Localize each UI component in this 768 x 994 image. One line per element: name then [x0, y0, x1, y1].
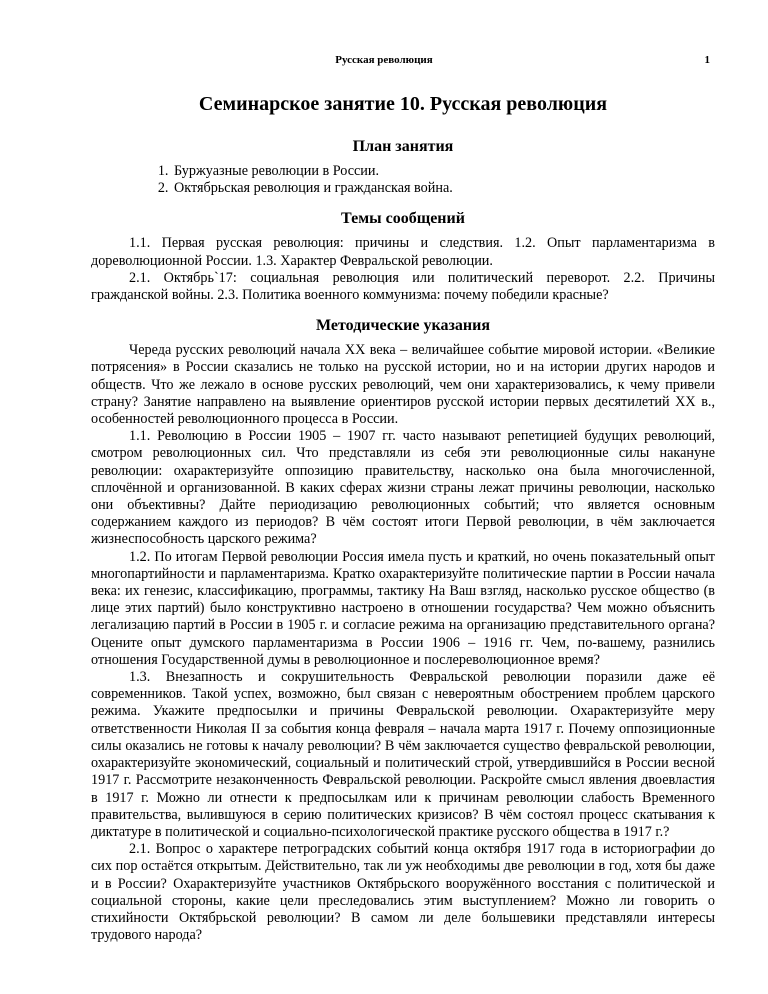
guidelines-paragraph: 1.1. Революцию в России 1905 – 1907 гг. часто называют репетицией будущих революций, смотром революционных сил. Что представляли из себя эти революционные силы накануне революции: охарактеризуйте оппозицию правительству, насколько она была многочисленной, сплочённой и организованной. В каких сферах жизни страны лежат причины революции, насколько они объективны? Дайте периодизацию революционных событий; что является основным содержанием каждого из периодов? В чём состоят итоги Первой революции, в чём заключается жизнеспособность царского режима? — [91, 428, 715, 548]
guidelines-paragraph: 2.1. Вопрос о характере петроградских событий конца октября 1917 года в историографии до сих пор остаётся открытым. Действительно, так ли уж необходимы две революции в год, хотя бы даже и в России? Охарактеризуйте участников Октябрьского вооружённого восстания с политической и социальной стороны, какие цели преследовались этим выступлением? Можно ли говорить о стихийности Октябрьской революции? В самом ли деле большевики представляли интересы трудового народа? — [91, 841, 715, 944]
running-header-title: Русская революция — [335, 54, 433, 66]
guidelines-paragraph: Череда русских революций начала XX века – величайшее событие мировой истории. «Великие потрясения» в России сказались не только на русской истории, но и на истории других народов и обществ. Что же лежало в основе русских революций, чем они характеризовались, к чему привели страну? Занятие направлено на выявление ориентиров русской истории первых десятилетий XX в., особенностей революционного процесса в России. — [91, 342, 715, 428]
topics-paragraph: 1.1. Первая русская революция: причины и следствия. 1.2. Опыт парламентаризма в дореволюционной России. 1.3. Характер Февральской революции. — [91, 235, 715, 269]
plan-item: 2. Октябрьская революция и гражданская война. — [172, 180, 715, 197]
section-spacer — [91, 304, 715, 316]
plan-item: 1. Буржуазные революции в России. — [172, 163, 715, 180]
plan-heading: План занятия — [352, 138, 454, 155]
page-number: 1 — [704, 54, 710, 66]
guidelines-paragraph: 1.3. Внезапность и сокрушительность Февральской революции поразили даже её современников. Такой успех, возможно, был связан с невероятным обострением проблем царского режима. Укажите предпосылки и причины Февральской революции. Охарактеризуйте меру ответственности Николая II за события конца февраля – начала марта 1917 г. Почему оппозиционные силы оказались не готовы к началу революции? В чём заключается существо февральской революции, охарактеризуйте экономический, социальный и политический строй, утвердившийся в России весной 1917 г. Рассмотрите незаконченность Февральской революции. Раскройте смысл явления двоевластия в 1917 г. Можно ли отнести к предпосылкам или к причинам революции слабость Временного правительства, вылившуюся в серию политических кризисов? В чём состоял процесс скатывания к диктатуре в политической и социально-психологической практике русского общества в 1917 г.? — [91, 669, 715, 840]
guidelines-heading: Методические указания — [316, 317, 490, 335]
page-content — [91, 92, 715, 944]
plan-list — [91, 163, 715, 197]
topics-heading: Темы сообщений — [341, 210, 465, 228]
guidelines-paragraph: 1.2. По итогам Первой революции Россия имела пусть и краткий, но очень показательный опыт многопартийности и парламентаризма. Кратко охарактеризуйте политические партии в России начала века: их генезис, классификацию, программы, тактику На Ваш взгляд, насколько русское общество (в лице этих партий) было конструктивно настроено в отношении государства? Чем можно объяснить легализацию партий в России в 1905 г. и согласие режима на организацию представительного органа? Оцените опыт думского парламентаризма в России 1906 – 1916 гг. Чем, по-вашему, разнились отношения Государственной думы в революционное и послереволюционное время? — [91, 548, 715, 668]
document-title: Семинарское занятие 10. Русская революция — [198, 93, 608, 115]
topics-paragraph: 2.1. Октябрь`17: социальная революция или политический переворот. 2.2. Причины гражданской войны. 2.3. Политика военного коммунизма: почему победили красные? — [91, 269, 715, 304]
